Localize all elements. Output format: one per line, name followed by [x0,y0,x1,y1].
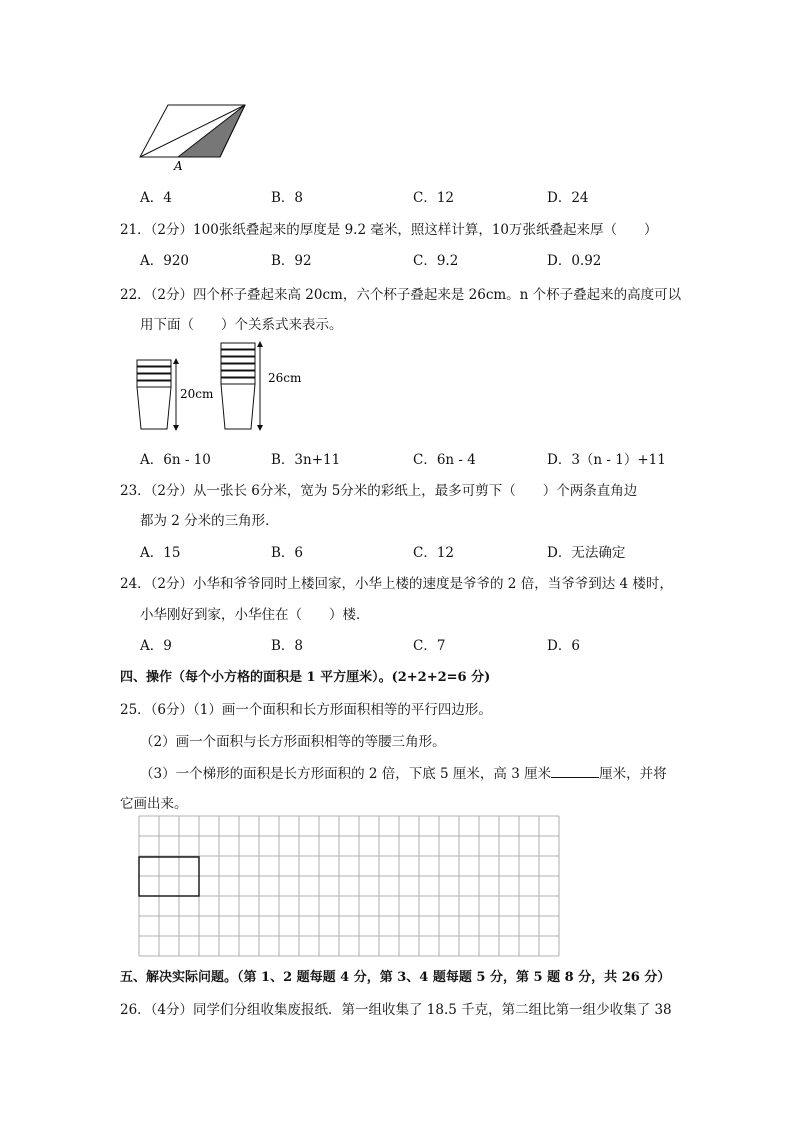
q21-option-b[interactable]: B．92 [271,253,312,269]
q25-line3-a: （3）一个梯形的面积是长方形面积的 2 倍，下底 5 厘米，高 3 厘米 [140,766,552,782]
q23-option-c[interactable]: C．12 [413,545,455,561]
section-4-heading: 四、操作（每个小方格的面积是 1 平方厘米）。(2+2+2=6 分) [120,670,491,685]
height-label-large: 26cm [268,371,302,385]
q21-option-a[interactable]: A．920 [140,253,190,269]
q25-line4: 它画出来。 [120,796,188,812]
q23-option-a[interactable]: A．15 [140,545,181,561]
q20-option-a[interactable]: A．4 [140,190,172,206]
q24-stem-line2: 小华刚好到家，小华住在（ ）楼． [140,607,370,623]
q26-line1: 26．（4分）同学们分组收集废报纸．第一组收集了 18.5 千克，第二组比第一组少收集了 38 [120,1002,672,1018]
cups-figure [132,336,312,432]
answer-blank[interactable] [551,765,599,778]
q23-stem-line1: 23．（2分）从一张长 6分米，宽为 5分米的彩纸上，最多可剪下（ ）个两条直角边 [120,483,638,499]
q22-option-c[interactable]: C．6n - 4 [413,452,476,468]
q20-option-c[interactable]: C．12 [413,190,455,206]
parallelogram-figure [130,98,260,176]
q21-stem: 21．（2分）100张纸叠起来的厚度是 9.2 毫米，照这样计算，10万张纸叠起来厚（ ） [120,222,658,238]
q22-option-d[interactable]: D．3（n - 1）+11 [547,452,666,468]
q22-option-b[interactable]: B．3n+11 [271,452,341,468]
height-label-small: 20cm [180,387,214,401]
q25-line1: 25．（6分）（1）画一个面积和长方形面积相等的平行四边形。 [120,702,492,718]
given-rectangle [139,857,199,896]
q24-option-b[interactable]: B．8 [271,638,304,654]
section-5-heading: 五、解决实际问题。（第 1、2 题每题 4 分，第 3、4 题每题 5 分，第 5 题 8 分，共 26 分） [120,970,671,985]
q22-stem-line2: 用下面（ ）个关系式来表示。 [140,317,343,333]
square-grid[interactable] [138,815,562,959]
cup-stack-large [221,343,255,429]
cup-stack-small [137,360,171,429]
q25-line3 [140,762,667,782]
q24-option-c[interactable]: C．7 [413,638,446,654]
q20-option-d[interactable]: D．24 [547,190,589,206]
q25-line3-b: 厘米，并将 [599,766,667,782]
q24-stem-line1: 24．（2分）小华和爷爷同时上楼回家，小华上楼的速度是爷爷的 2 倍，当爷爷到达 4 楼时， [120,576,673,592]
q23-option-b[interactable]: B．6 [271,545,304,561]
point-label-a: A [174,159,183,173]
q23-option-d[interactable]: D．无法确定 [547,545,626,561]
q21-option-c[interactable]: C．9.2 [413,253,459,269]
q23-stem-line2: 都为 2 分米的三角形． [140,513,279,529]
q22-option-a[interactable]: A．6n - 10 [140,452,211,468]
q21-option-d[interactable]: D．0.92 [547,253,602,269]
q22-stem-line1: 22．（2分）四个杯子叠起来高 20cm，六个杯子叠起来是 26cm。n 个杯子叠起来的高度可以 [120,287,682,303]
q25-line2: （2）画一个面积与长方形面积相等的等腰三角形。 [140,734,446,750]
q24-option-a[interactable]: A．9 [140,638,172,654]
shaded-triangle [178,105,245,157]
q20-option-b[interactable]: B．8 [271,190,304,206]
q24-option-d[interactable]: D．6 [547,638,580,654]
